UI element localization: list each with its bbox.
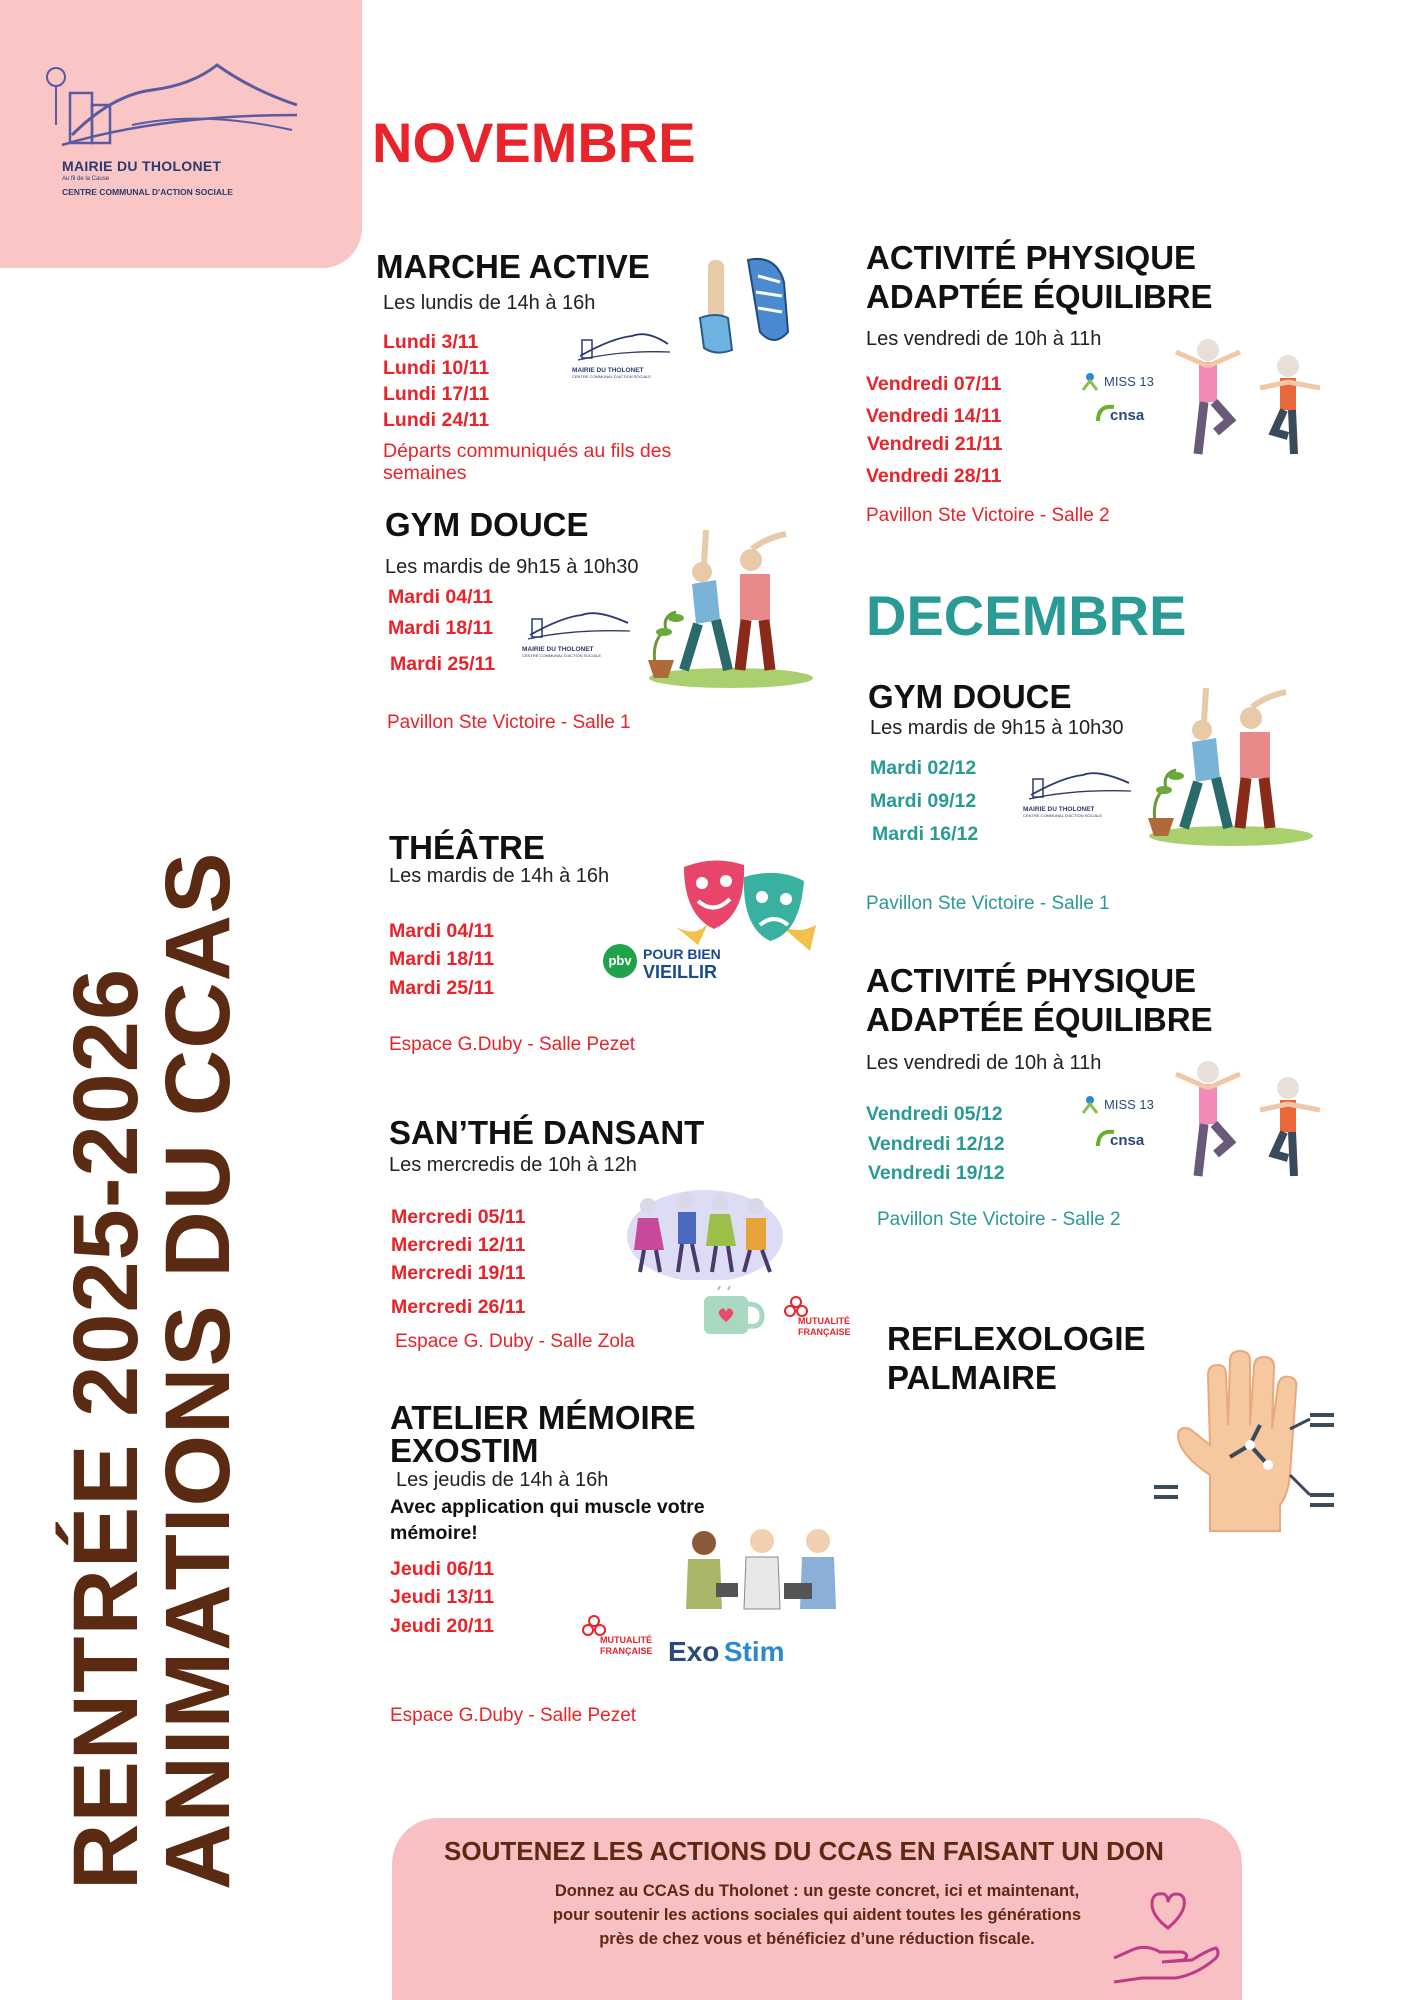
- tholonet-logo-icon: [42, 55, 304, 165]
- logo-ccas: CENTRE COMMUNAL D'ACTION SOCIALE: [62, 187, 233, 197]
- pbv-badge-icon: pbv: [603, 944, 637, 978]
- activity-title-memoire-1: ATELIER MÉMOIRE: [390, 1399, 696, 1436]
- mutualite-line2: FRANÇAISE: [600, 1646, 653, 1656]
- date-santhe-4: Mercredi 26/11: [391, 1296, 526, 1318]
- date-gym-nov-2: Mardi 18/11: [388, 617, 494, 639]
- date-santhe-1: Mercredi 05/11: [391, 1206, 526, 1228]
- cnsa-label: cnsa: [1110, 1132, 1145, 1149]
- date-apa-nov-2: Vendredi 14/11: [866, 405, 1002, 427]
- date-gym-dec-3: Mardi 16/12: [872, 823, 979, 845]
- mini-mairie-logo: [572, 326, 692, 392]
- side-title-line1: RENTRÉE 2025-2026: [55, 967, 157, 1890]
- gym-seniors-illustration: [1136, 678, 1316, 848]
- mutualite-hex-icon: [784, 1296, 808, 1318]
- donation-line-1: Donnez au CCAS du Tholonet : un geste concret, ici et maintenant,: [554, 1882, 1080, 1900]
- mini-logo-name: MAIRIE DU THOLONET: [572, 367, 644, 374]
- miss13-icon: [1080, 1095, 1100, 1115]
- miss13-label: MISS 13: [1104, 374, 1154, 389]
- date-theatre-3: Mardi 25/11: [389, 977, 495, 999]
- mutualite-hex-icon: [582, 1615, 606, 1637]
- mutualite-line1: MUTUALITÉ: [600, 1635, 652, 1645]
- mini-logo-name: MAIRIE DU THOLONET: [522, 646, 594, 653]
- date-apa-dec-1: Vendredi 05/12: [866, 1103, 1003, 1125]
- mutualite-logo: [780, 1296, 852, 1342]
- date-apa-nov-1: Vendredi 07/11: [866, 373, 1002, 395]
- date-marche-3: Lundi 17/11: [383, 383, 490, 405]
- date-memoire-2: Jeudi 13/11: [390, 1586, 495, 1608]
- activity-title-santhe: SAN’THÉ DANSANT: [389, 1114, 705, 1151]
- schedule-memoire: Les jeudis de 14h à 16h: [396, 1469, 609, 1491]
- activity-title-reflexo-1: REFLEXOLOGIE: [887, 1320, 1146, 1357]
- theatre-masks-icon: [670, 855, 820, 955]
- donation-title: SOUTENEZ LES ACTIONS DU CCAS EN FAISANT UN DON: [444, 1836, 1164, 1866]
- place-memoire: Espace G.Duby - Salle Pezet: [390, 1705, 637, 1726]
- exostim-part-a: Exo: [668, 1636, 720, 1667]
- date-theatre-1: Mardi 04/11: [389, 920, 495, 942]
- gym-seniors-illustration: [636, 520, 816, 690]
- activity-title-apa-nov-1: ACTIVITÉ PHYSIQUE: [866, 239, 1197, 276]
- date-gym-nov-1: Mardi 04/11: [388, 586, 494, 608]
- mini-logo-name: MAIRIE DU THOLONET: [1023, 806, 1095, 813]
- note-marche: Départs communiqués au fils des semaines: [383, 440, 672, 485]
- activity-title-gym-nov: GYM DOUCE: [385, 506, 589, 543]
- date-gym-nov-3: Mardi 25/11: [390, 653, 496, 675]
- exostim-part-b: Stim: [723, 1636, 785, 1667]
- donation-box: [392, 1818, 1242, 2000]
- date-santhe-2: Mercredi 12/11: [391, 1234, 526, 1256]
- place-gym-nov: Pavillon Ste Victoire - Salle 1: [387, 712, 631, 733]
- sneakers-icon: [696, 252, 796, 372]
- date-theatre-2: Mardi 18/11: [389, 948, 495, 970]
- mutualite-logo: [582, 1615, 654, 1661]
- activity-title-apa-nov-2: ADAPTÉE ÉQUILIBRE: [866, 278, 1213, 315]
- month-decembre: DECEMBRE: [866, 584, 1187, 647]
- mairie-logo-icon: [1023, 765, 1133, 801]
- seniors-tablets-illustration: [676, 1525, 846, 1615]
- pbv-line2: VIEILLIR: [643, 962, 718, 982]
- mairie-logo-icon: [572, 326, 672, 362]
- heart-hand-icon: [1112, 1888, 1222, 1988]
- side-title-line2: ANIMATIONS DU CCAS: [147, 851, 249, 1890]
- place-apa-nov: Pavillon Ste Victoire - Salle 2: [866, 505, 1110, 526]
- schedule-theatre: Les mardis de 14h à 16h: [389, 865, 610, 887]
- balance-seniors-illustration: [1170, 1058, 1330, 1188]
- activity-title-marche: MARCHE ACTIVE: [376, 248, 650, 285]
- schedule-apa-nov: Les vendredi de 10h à 11h: [866, 328, 1102, 350]
- miss13-icon: [1080, 372, 1100, 392]
- activity-title-apa-dec-2: ADAPTÉE ÉQUILIBRE: [866, 1001, 1213, 1038]
- date-marche-1: Lundi 3/11: [383, 331, 479, 353]
- mini-logo-ccas: CENTRE COMMUNAL D'ACTION SOCIALE: [522, 653, 602, 658]
- place-santhe: Espace G. Duby - Salle Zola: [395, 1331, 635, 1352]
- pbv-line1: POUR BIEN: [643, 946, 721, 962]
- desc-memoire: Avec application qui muscle votre mémoire!: [390, 1496, 705, 1545]
- schedule-apa-dec: Les vendredi de 10h à 11h: [866, 1052, 1102, 1074]
- activity-title-memoire-2: EXOSTIM: [390, 1432, 539, 1469]
- activity-title-theatre: THÉÂTRE: [389, 829, 545, 866]
- cnsa-label: cnsa: [1110, 407, 1145, 424]
- schedule-marche: Les lundis de 14h à 16h: [383, 292, 596, 314]
- schedule-santhe: Les mercredis de 10h à 12h: [389, 1154, 637, 1176]
- date-gym-dec-1: Mardi 02/12: [870, 757, 977, 779]
- mini-logo-ccas: CENTRE COMMUNAL D'ACTION SOCIALE: [1023, 813, 1103, 818]
- month-novembre: NOVEMBRE: [372, 111, 696, 174]
- logo-box: [0, 0, 362, 268]
- logo-subtitle: Au fil de la Cause: [62, 176, 110, 182]
- logo-name: MAIRIE DU THOLONET: [62, 158, 222, 174]
- date-apa-dec-3: Vendredi 19/12: [868, 1162, 1005, 1184]
- balance-seniors-illustration: [1170, 336, 1330, 466]
- date-apa-dec-2: Vendredi 12/12: [868, 1133, 1005, 1155]
- date-santhe-3: Mercredi 19/11: [391, 1262, 526, 1284]
- activity-title-gym-dec: GYM DOUCE: [868, 678, 1072, 715]
- schedule-gym-dec: Les mardis de 9h15 à 10h30: [870, 717, 1124, 739]
- place-theatre: Espace G.Duby - Salle Pezet: [389, 1034, 636, 1055]
- date-memoire-1: Jeudi 06/11: [390, 1558, 495, 1580]
- date-apa-nov-4: Vendredi 28/11: [866, 465, 1002, 487]
- side-title: [55, 690, 249, 1890]
- pour-bien-vieillir-logo: [603, 944, 738, 984]
- activity-title-apa-dec-1: ACTIVITÉ PHYSIQUE: [866, 962, 1197, 999]
- miss13-label: MISS 13: [1104, 1097, 1154, 1112]
- place-gym-dec: Pavillon Ste Victoire - Salle 1: [866, 893, 1110, 914]
- dancing-seniors-illustration: [620, 1180, 790, 1280]
- place-apa-dec: Pavillon Ste Victoire - Salle 2: [877, 1209, 1121, 1230]
- date-marche-4: Lundi 24/11: [383, 409, 490, 431]
- teacup-icon: [700, 1286, 766, 1338]
- schedule-gym-nov: Les mardis de 9h15 à 10h30: [385, 556, 639, 578]
- mini-mairie-logo: [1023, 765, 1143, 831]
- donation-line-3: près de chez vous et bénéficiez d’une réduction fiscale.: [599, 1929, 1035, 1948]
- donation-line-2: pour soutenir les actions sociales qui aident toutes les générations: [552, 1905, 1082, 1924]
- date-memoire-3: Jeudi 20/11: [390, 1615, 495, 1637]
- palm-hand-icon: [1150, 1345, 1340, 1535]
- mini-mairie-logo: [522, 605, 642, 671]
- mutualite-line1: MUTUALITÉ: [798, 1316, 850, 1326]
- date-apa-nov-3: Vendredi 21/11: [867, 433, 1003, 455]
- activity-title-reflexo-2: PALMAIRE: [887, 1359, 1057, 1396]
- mairie-logo-icon: [522, 605, 632, 641]
- exostim-logo: [668, 1636, 785, 1668]
- date-marche-2: Lundi 10/11: [383, 357, 490, 379]
- mini-logo-ccas: CENTRE COMMUNAL D'ACTION SOCIALE: [572, 374, 652, 379]
- mutualite-line2: FRANÇAISE: [798, 1327, 851, 1337]
- date-gym-dec-2: Mardi 09/12: [870, 790, 977, 812]
